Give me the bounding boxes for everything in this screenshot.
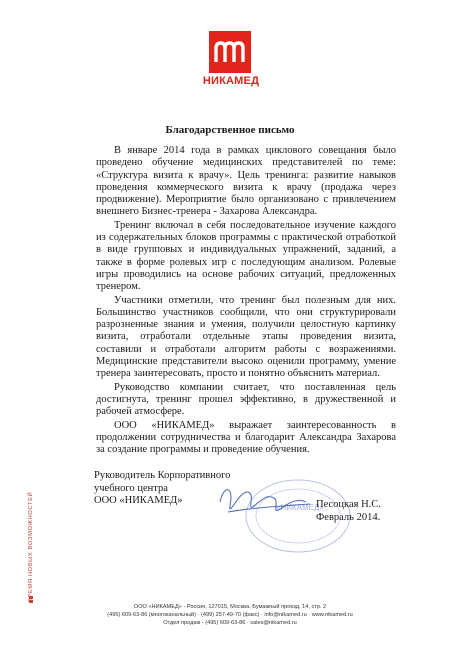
- signer-name: Песоцкая Н.С.: [316, 499, 381, 510]
- paragraph-2: Тренинг включал в себя последовательное изучение каждого из содержательных блоков программы с практической отработкой в виде групповых и индивидуальных упражнений, заданий, а также в форме ролевых игр с последующим анализом. Ролевые игры проводились на основе рабочих ситуаций, предложенных тренером.: [96, 219, 396, 293]
- signature-date: Февраль 2014.: [316, 512, 381, 523]
- signer-department-line: учебного центра: [94, 482, 168, 494]
- paragraph-5: ООО «НИКАМЕД» выражает заинтересованность в продолжении сотрудничества и благодарит Александра Захарова за создание программы и проведение обучения.: [96, 419, 396, 456]
- paragraph-1: В январе 2014 года в рамках циклового совещания было проведено обучение медицинских представителей по теме: «Структура визита к врачу». Цель тренинга: развитие навыков проведения коммерческого визита к врачу (продажа через продвижение). Мероприятие было организовано с привлечением внешнего Бизнес-тренера - Захарова Александра.: [96, 145, 396, 218]
- footer-address: ООО «НИКАМЕД» - Россия, 127015, Москва, Бумажный проезд, 14, стр. 2: [133, 604, 327, 610]
- company-logo-name: НИКАМЕД: [202, 75, 260, 87]
- m-logo-icon: [209, 31, 251, 73]
- paragraph-3: Участники отметили, что тренинг был полезным для них. Большинство участников сообщили, что они структурировали разрозненные знания и умения, получили целостную картинку визита, отработали отдельные этапы проведения визита, составили и отработали алгоритм работы с возражениями. Медицинские представители высоко оценили программу, умение тренера заинтересовать, просто и понятно объяснить материал.: [96, 294, 396, 380]
- footer-contacts: (495) 609-63-86 (многоканальный) · (499) 257-49-70 (факс) · info@nikamed.ru · www.nikamed.ru: [107, 612, 353, 618]
- side-slogan: ВРЕМЯ НОВЫХ ВОЗМОЖНОСТЕЙ: [28, 491, 34, 602]
- letter-body: [96, 145, 396, 457]
- signer-name-block: [316, 498, 426, 524]
- letter-title: Благодарственное письмо: [165, 124, 295, 136]
- footer-sales: Отдел продаж - (495) 609-63-86 · sales@nikamed.ru: [163, 620, 297, 626]
- signer-position-line: Руководитель Корпоративного: [94, 470, 231, 481]
- paragraph-4: Руководство компании считает, что поставленная цель достигнута, тренинг прошел эффективно, в дружественной и рабочей атмосфере.: [96, 381, 396, 418]
- letterhead-footer: [0, 603, 460, 627]
- stamp-text: «НИКАМЕД»: [276, 503, 324, 512]
- signer-company-line: ООО «НИКАМЕД»: [94, 495, 183, 506]
